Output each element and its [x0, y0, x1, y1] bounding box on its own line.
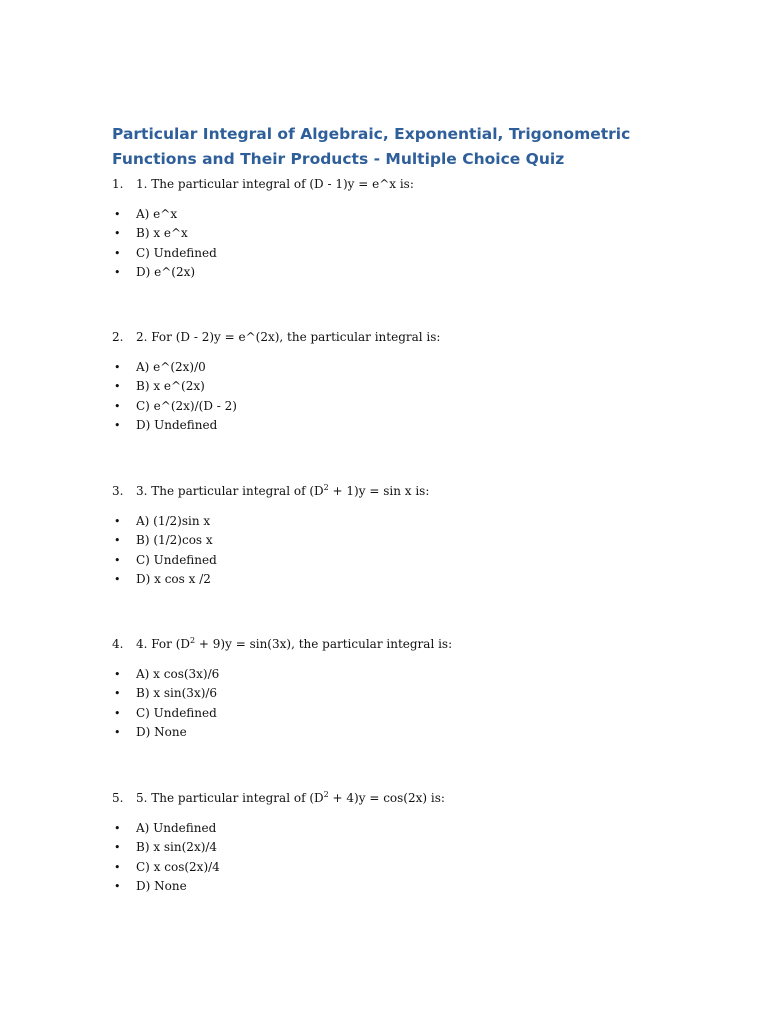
- option-text: A) (1/2)sin x: [136, 514, 211, 528]
- bullet-icon: •: [114, 687, 121, 701]
- option-text: D) x cos x /2: [136, 571, 211, 586]
- question-number: 1.: [112, 177, 124, 191]
- bullet-icon: •: [114, 822, 121, 835]
- bullet-icon: •: [114, 265, 121, 279]
- question-text: [136, 634, 452, 654]
- option-text: A) x cos(3x)/6: [136, 667, 220, 681]
- document-title: Particular Integral of Algebraic, Exponential, Trigonometric Functions and Their Products - Multiple Choice Quiz: [112, 125, 631, 168]
- option-text: C) Undefined: [136, 705, 217, 720]
- option-text: D) e^(2x): [136, 264, 196, 279]
- question-number: 5.: [112, 791, 124, 805]
- option-text: B) x e^x: [136, 226, 188, 241]
- bullet-icon: •: [114, 399, 121, 413]
- option-text: C) e^(2x)/(D - 2): [136, 398, 237, 413]
- option-text: D) None: [136, 724, 187, 739]
- question-line: [112, 481, 672, 501]
- question-1: [112, 174, 672, 279]
- question-text-suffix: + 4)y = cos(2x) is:: [328, 791, 445, 805]
- question-text-prefix: 1. The particular integral of (D - 1)y = e^x is:: [136, 177, 414, 191]
- option-text: D) None: [136, 878, 187, 893]
- bullet-icon: •: [114, 246, 121, 260]
- bullet-icon: •: [114, 860, 121, 874]
- question-text: [136, 788, 445, 808]
- question-text-suffix: + 1)y = sin x is:: [328, 484, 430, 498]
- question-text-prefix: 2. For (D - 2)y = e^(2x), the particular integral is:: [136, 330, 441, 344]
- option-text: C) x cos(2x)/4: [136, 859, 220, 874]
- question-text: [136, 481, 429, 501]
- option-text: B) (1/2)cos x: [136, 533, 213, 548]
- bullet-icon: •: [114, 534, 121, 548]
- question-5: [112, 788, 672, 893]
- bullet-icon: •: [114, 515, 121, 528]
- bullet-icon: •: [114, 706, 121, 720]
- bullet-icon: •: [114, 879, 121, 893]
- bullet-icon: •: [114, 668, 121, 681]
- bullet-icon: •: [114, 361, 121, 374]
- question-exponent: 2: [323, 790, 329, 799]
- question-text: [136, 327, 440, 347]
- option-text: C) Undefined: [136, 552, 217, 567]
- question-text-suffix: + 9)y = sin(3x), the particular integral is:: [195, 637, 453, 651]
- bullet-icon: •: [114, 841, 121, 855]
- question-number: 4.: [112, 637, 124, 651]
- option-text: A) e^(2x)/0: [136, 360, 206, 374]
- bullet-icon: •: [114, 380, 121, 394]
- bullet-icon: •: [114, 227, 121, 241]
- question-number: 2.: [112, 330, 124, 344]
- question-text-prefix: 4. For (D: [136, 637, 191, 651]
- question-4: [112, 634, 672, 739]
- question-exponent: 2: [190, 636, 196, 645]
- option-text: B) x sin(3x)/6: [136, 686, 218, 701]
- question-exponent: 2: [323, 483, 329, 492]
- question-text: [136, 174, 414, 194]
- question-line: [112, 327, 672, 347]
- question-number: 3.: [112, 484, 124, 498]
- option-text: C) Undefined: [136, 245, 217, 260]
- option-text: A) Undefined: [136, 821, 217, 835]
- bullet-icon: •: [114, 725, 121, 739]
- option-text: A) e^x: [136, 207, 178, 221]
- question-line: [112, 174, 672, 194]
- option-text: B) x sin(2x)/4: [136, 840, 218, 855]
- option-text: D) Undefined: [136, 417, 218, 432]
- question-2: [112, 327, 672, 432]
- bullet-icon: •: [114, 572, 121, 586]
- question-text-prefix: 5. The particular integral of (D: [136, 791, 324, 805]
- option-text: B) x e^(2x): [136, 379, 205, 394]
- bullet-icon: •: [114, 418, 121, 432]
- bullet-icon: •: [114, 208, 121, 221]
- bullet-icon: •: [114, 553, 121, 567]
- question-text-prefix: 3. The particular integral of (D: [136, 484, 324, 498]
- question-line: [112, 788, 672, 808]
- question-line: [112, 634, 672, 654]
- question-3: [112, 481, 672, 586]
